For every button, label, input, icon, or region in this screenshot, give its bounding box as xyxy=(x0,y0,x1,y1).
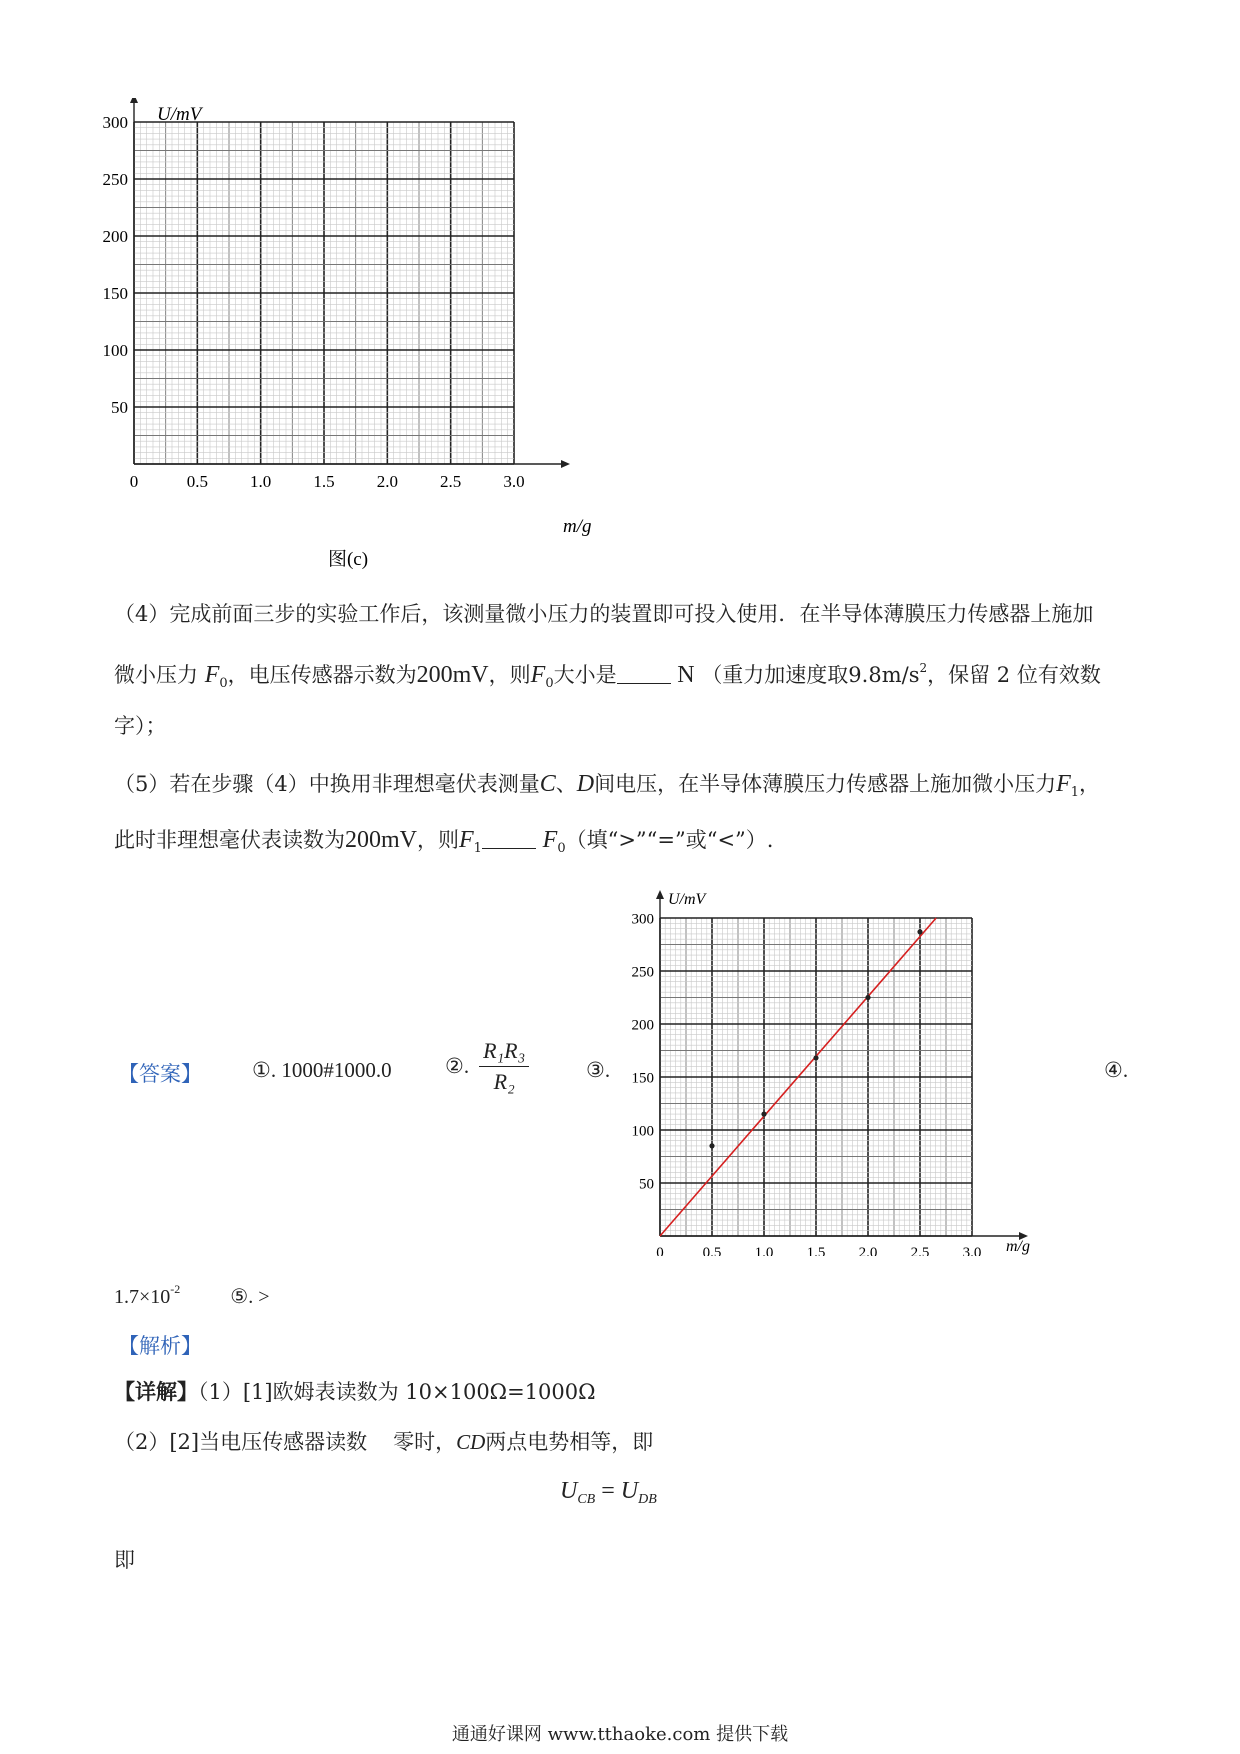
x-tick-label: 1.5 xyxy=(313,472,335,491)
q5-answer-blank[interactable] xyxy=(482,828,536,849)
y-tick-label: 100 xyxy=(631,1123,654,1140)
answer-4-label: ④. xyxy=(1104,1058,1129,1082)
answer-chart xyxy=(620,886,1040,1256)
data-point xyxy=(709,1143,714,1148)
q4-line2: 微小压力 $F_0$，电压传感器示数为200mV，则$F_0$大小是 N （重力加速度取$9.8m/s^2$，保留 2 位有效数 xyxy=(114,661,1101,691)
chart2-grid xyxy=(660,918,972,1236)
answer-5: ⑤. > xyxy=(230,1286,270,1308)
chart1-ylabel: U/mV xyxy=(157,104,202,125)
x-tick-label: 0.5 xyxy=(186,472,208,491)
x-tick-label: 0 xyxy=(656,1245,664,1256)
q5-line1: （5）若在步骤（4）中换用非理想毫伏表测量C、D间电压，在半导体薄膜压力传感器上施加微小压力$F_1$， xyxy=(114,771,1101,800)
chart1-xlabel: m/g xyxy=(563,516,592,537)
y-tick-label: 250 xyxy=(102,169,128,189)
q4-answer-blank[interactable] xyxy=(617,663,671,684)
x-tick-label: 2.5 xyxy=(910,1245,930,1256)
y-tick-label: 50 xyxy=(111,397,128,417)
y-tick-label: 100 xyxy=(102,340,128,360)
y-tick-label: 50 xyxy=(639,1176,654,1193)
x-tick-label: 2.0 xyxy=(858,1245,878,1256)
answer-4-5: $1.7\times 10^{-2}$ ⑤. > xyxy=(114,1282,270,1308)
chart2-xlabel: m/g xyxy=(1006,1238,1030,1255)
ji-text: 即 xyxy=(114,1548,135,1572)
q5-line2: 此时非理想毫伏表读数为200mV，则$F_1$ $F_0$（填“>”“=”或“<”）. xyxy=(114,827,774,856)
x-tick-label: 2.0 xyxy=(376,472,398,491)
answer-label: 【答案】 xyxy=(118,1062,202,1086)
y-tick-label: 200 xyxy=(631,1017,654,1034)
x-tick-label: 3.0 xyxy=(503,472,525,491)
x-tick-label: 1.0 xyxy=(250,472,272,491)
x-tick-label: 0 xyxy=(129,472,139,491)
y-tick-label: 300 xyxy=(102,112,128,132)
data-point xyxy=(813,1055,818,1060)
data-point xyxy=(761,1112,766,1117)
x-tick-label: 0.5 xyxy=(702,1245,722,1256)
q4-line3: 字）； xyxy=(114,714,167,738)
x-tick-label: 1.5 xyxy=(806,1245,826,1256)
y-tick-label: 150 xyxy=(102,283,128,303)
chart1-caption: 图(c) xyxy=(327,549,369,570)
empty-grid-chart xyxy=(96,98,616,578)
q4-line1: （4）完成前面三步的实验工作后，该测量微小压力的装置即可投入使用．在半导体薄膜压力传感器上施加 xyxy=(114,602,1094,626)
detail-1: 【详解】（1）[1]欧姆表读数为 10×100Ω=1000Ω xyxy=(114,1379,596,1404)
answer-2-fraction: $\frac{\text{R₁R₃}}{\text{R₂}}$ xyxy=(479,1038,529,1095)
chart2-ylabel: U/mV xyxy=(668,891,706,908)
equation-ucb-udb: $U_{CB} = U_{DB}$ xyxy=(560,1478,657,1507)
y-tick-label: 150 xyxy=(631,1070,654,1087)
chart1-grid xyxy=(134,122,514,464)
analysis-label: 【解析】 xyxy=(118,1334,202,1358)
y-tick-label: 200 xyxy=(102,226,128,246)
y-tick-label: 250 xyxy=(631,964,654,981)
x-axis-arrow xyxy=(561,460,570,468)
x-tick-label: 1.0 xyxy=(754,1245,774,1256)
detail-2: （2）[2]当电压传感器读数 零时，CD两点电势相等，即 xyxy=(114,1430,654,1454)
x-tick-label: 2.5 xyxy=(440,472,462,491)
footer: 通通好课网 www.tthaoke.com 提供下载 xyxy=(451,1724,789,1745)
y-axis-arrow xyxy=(656,890,664,899)
answer-1: ①. 1000#1000.0 xyxy=(252,1058,392,1082)
answer-3-label: ③. xyxy=(586,1058,611,1082)
y-axis-arrow xyxy=(130,98,138,103)
x-tick-label: 3.0 xyxy=(962,1245,982,1256)
answer-4-value: 1.7×10 xyxy=(114,1286,171,1308)
data-point xyxy=(917,929,922,934)
data-point xyxy=(865,995,870,1000)
y-tick-label: 300 xyxy=(631,911,654,928)
answer-2: ②. $\frac{\text{R₁R₃}}{\text{R₂}}$ xyxy=(445,1038,529,1095)
